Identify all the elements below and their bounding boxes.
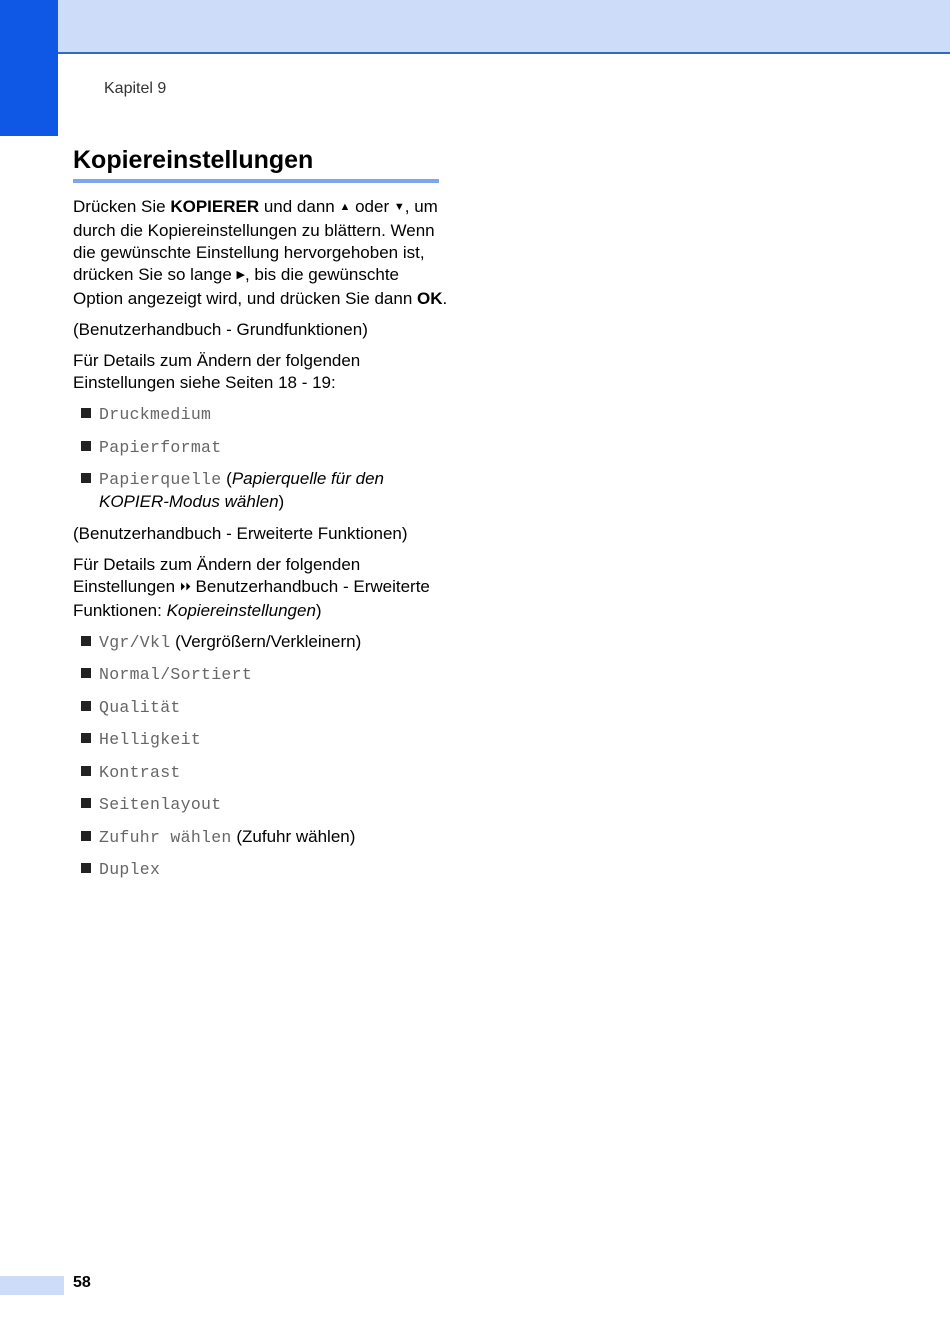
square-bullet-icon bbox=[81, 668, 91, 678]
header-band bbox=[0, 0, 950, 54]
intro-paragraph bbox=[73, 196, 453, 310]
intro-text-4: , um durch die Kopiereinstellungen zu blättern. Wenn die gewünschte Einstellung hervorgehoben ist, drücken Sie so lange bbox=[73, 197, 438, 284]
section-title: Kopiereinstellungen bbox=[73, 146, 314, 174]
intro-text-1: Drücken Sie bbox=[73, 197, 171, 216]
setting-note-open: ( bbox=[221, 469, 232, 488]
list-item bbox=[73, 631, 453, 654]
intro-text-6: . bbox=[442, 289, 448, 308]
square-bullet-icon bbox=[81, 766, 91, 776]
list-item bbox=[73, 793, 453, 816]
setting-name: Papierquelle bbox=[99, 470, 222, 489]
advanced-text-italic: Kopiereinstellungen bbox=[166, 600, 316, 620]
chapter-label: Kapitel 9 bbox=[104, 80, 167, 97]
setting-name: Qualität bbox=[99, 697, 181, 717]
setting-name: Seitenlayout bbox=[99, 795, 222, 814]
square-bullet-icon bbox=[81, 473, 91, 483]
intro-text-3: oder bbox=[350, 197, 394, 216]
setting-name: Kontrast bbox=[99, 762, 181, 782]
square-bullet-icon bbox=[81, 441, 91, 451]
advanced-text-2: Benutzerhandbuch - Erweiterte Funktionen: bbox=[73, 576, 430, 620]
square-bullet-icon bbox=[81, 733, 91, 743]
square-bullet-icon bbox=[81, 798, 91, 808]
ok-key: OK bbox=[417, 289, 443, 308]
list-item bbox=[73, 696, 453, 719]
intro-text-5: , bis die gewünschte Option angezeigt wird, und drücken Sie dann bbox=[73, 265, 418, 308]
setting-name: Druckmedium bbox=[99, 405, 212, 424]
right-arrow-icon: ▶ bbox=[236, 269, 245, 281]
advanced-guide-reference: (Benutzerhandbuch - Erweiterte Funktionen) bbox=[73, 523, 408, 543]
main-content bbox=[73, 196, 453, 891]
setting-name: Papierformat bbox=[99, 437, 222, 457]
list-item bbox=[73, 663, 453, 686]
setting-name: Normal/Sortiert bbox=[99, 665, 253, 684]
page-number: 58 bbox=[73, 1274, 91, 1291]
up-arrow-icon: ▲ bbox=[339, 201, 351, 213]
square-bullet-icon bbox=[81, 408, 91, 418]
square-bullet-icon bbox=[81, 863, 91, 873]
page-number-tab bbox=[0, 1276, 64, 1295]
setting-name: Zufuhr wählen bbox=[99, 827, 232, 847]
setting-note-close: ) bbox=[278, 492, 285, 511]
list-item bbox=[73, 436, 453, 459]
basic-details-text: Für Details zum Ändern der folgenden Einstellungen siehe Seiten 18 - 19: bbox=[73, 351, 361, 392]
list-item bbox=[73, 468, 453, 513]
setting-note: (Vergrößern/Verkleinern) bbox=[170, 631, 362, 651]
setting-name: Helligkeit bbox=[99, 730, 202, 749]
square-bullet-icon bbox=[81, 636, 91, 646]
list-item bbox=[73, 858, 453, 881]
basic-settings-list bbox=[73, 403, 453, 513]
chapter-tab-marker bbox=[0, 0, 58, 136]
advanced-text-1: Für Details zum Ändern der folgenden Einstellungen bbox=[73, 554, 361, 596]
double-arrow-icon: ⏵⏵ bbox=[179, 580, 191, 593]
advanced-text-3: ) bbox=[315, 600, 322, 620]
setting-name: Vgr/Vkl bbox=[99, 632, 171, 652]
list-item bbox=[73, 826, 453, 849]
kopierer-key: KOPIERER bbox=[170, 197, 260, 216]
setting-note-italic: Papierquelle für den KOPIER-Modus wählen bbox=[99, 469, 384, 511]
list-item bbox=[73, 403, 453, 426]
list-item bbox=[73, 761, 453, 784]
square-bullet-icon bbox=[81, 831, 91, 841]
setting-note: (Zufuhr wählen) bbox=[231, 826, 356, 846]
square-bullet-icon bbox=[81, 701, 91, 711]
basic-guide-reference: (Benutzerhandbuch - Grundfunktionen) bbox=[73, 320, 368, 339]
title-underline bbox=[73, 179, 439, 183]
down-arrow-icon: ▼ bbox=[393, 201, 405, 213]
advanced-settings-list bbox=[73, 631, 453, 882]
intro-text-2: und dann bbox=[259, 197, 340, 216]
advanced-details-text bbox=[73, 554, 453, 622]
setting-name: Duplex bbox=[99, 860, 161, 879]
list-item bbox=[73, 728, 453, 751]
